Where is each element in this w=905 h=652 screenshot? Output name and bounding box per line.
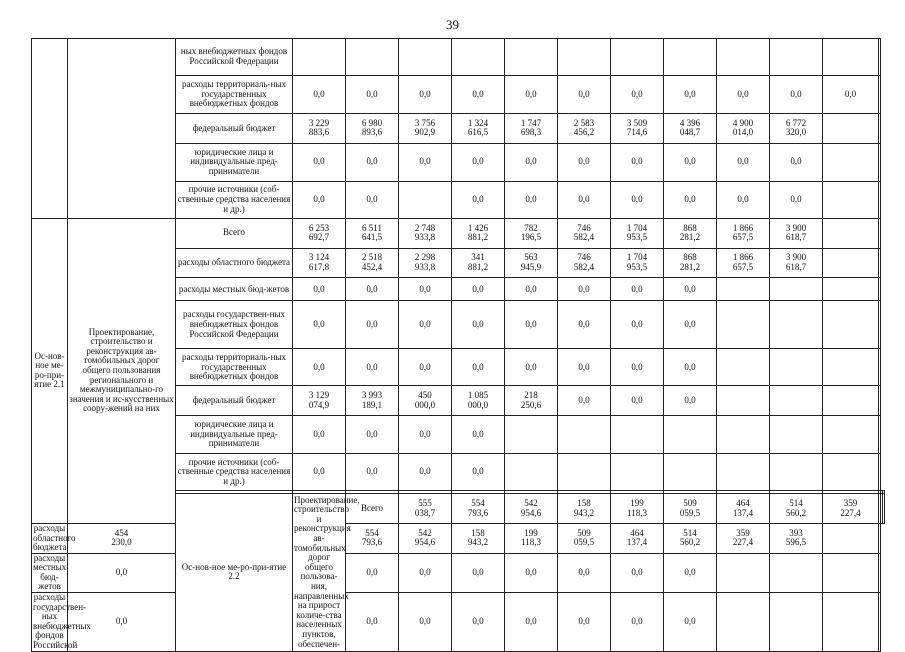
value-cell xyxy=(770,553,823,592)
value-cell: 0,0 xyxy=(452,301,505,349)
value-cell: 0,0 xyxy=(770,143,823,181)
value-cell: 1 866 657,5 xyxy=(717,248,770,278)
empty-cell xyxy=(823,386,879,416)
value-cell xyxy=(505,416,558,454)
value-cell: 464 137,4 xyxy=(717,494,770,524)
funding-source-cell: ных внебюджетных фондов Российской Федерации xyxy=(176,39,293,76)
value-cell: 158 943,2 xyxy=(558,494,611,524)
value-cell xyxy=(879,454,881,491)
value-cell: 3 993 189,1 xyxy=(346,386,399,416)
empty-cell xyxy=(823,114,879,144)
value-cell: 0,0 xyxy=(346,143,399,181)
value-cell xyxy=(293,39,346,76)
value-cell: 0,0 xyxy=(611,76,664,114)
value-cell: 0,0 xyxy=(452,143,505,181)
value-cell: 0,0 xyxy=(399,416,452,454)
value-cell xyxy=(346,39,399,76)
group-label-cell xyxy=(32,39,68,219)
value-cell: 0,0 xyxy=(717,181,770,218)
value-cell xyxy=(770,39,823,76)
empty-cell xyxy=(823,553,879,592)
value-cell: 868 281,2 xyxy=(664,248,717,278)
value-cell: 542 954,6 xyxy=(505,494,558,524)
funding-source-cell: расходы областного бюджета xyxy=(176,248,293,278)
value-cell xyxy=(879,523,881,553)
value-cell: 0,0 xyxy=(293,454,346,491)
value-cell: 0,0 xyxy=(505,301,558,349)
table-row xyxy=(32,218,885,248)
value-cell xyxy=(399,39,452,76)
description-cell: Проектирование, строительство и реконструкция ав-томобильных дорог общего пользова-ния, направленных на прирост количе-ства населенных пунктов, обеспечен- xyxy=(293,494,346,652)
value-cell: 3 756 902,9 xyxy=(399,114,452,144)
empty-cell xyxy=(823,349,879,386)
description-cell: Проектирование, строительство и реконструкция ав-томобильных дорог общего пользования регионального и межмуниципально-го значения и ис-кусственных соору-жений на них xyxy=(68,218,176,523)
value-cell xyxy=(558,454,611,491)
value-cell xyxy=(770,416,823,454)
value-cell: 0,0 xyxy=(558,593,611,652)
value-cell: 0,0 xyxy=(558,278,611,301)
funding-source-cell: юридические лица и индивидуальные пред-приниматели xyxy=(176,416,293,454)
table-row xyxy=(32,593,885,652)
value-cell xyxy=(770,278,823,301)
value-cell: 0,0 xyxy=(505,593,558,652)
value-cell xyxy=(770,454,823,491)
value-cell xyxy=(664,416,717,454)
value-cell: 509 059,5 xyxy=(558,523,611,553)
funding-table xyxy=(31,38,885,652)
value-cell xyxy=(879,301,881,349)
value-cell: 0,0 xyxy=(611,386,664,416)
funding-source-cell: расходы областного бюджета xyxy=(33,522,76,553)
group-label-cell: Ос-нов-ное ме-ро-при-ятие 2.1 xyxy=(32,218,68,523)
value-cell: 199 118,3 xyxy=(611,494,664,524)
value-cell: 359 227,4 xyxy=(717,523,770,553)
value-cell: 0,0 xyxy=(558,301,611,349)
value-cell: 0,0 xyxy=(611,553,664,592)
value-cell xyxy=(717,553,770,592)
value-cell: 0,0 xyxy=(293,76,346,114)
value-cell xyxy=(879,553,881,592)
value-cell xyxy=(611,416,664,454)
value-cell xyxy=(452,39,505,76)
funding-source-cell: расходы государствен-ных внебюджетных фондов Российской xyxy=(33,592,91,651)
value-cell: 4 396 048,7 xyxy=(664,114,717,144)
value-cell: 0,0 xyxy=(558,553,611,592)
value-cell: 0,0 xyxy=(770,76,823,114)
value-cell xyxy=(770,301,823,349)
value-cell: 3 129 074,9 xyxy=(293,386,346,416)
empty-cell xyxy=(823,523,879,553)
value-cell: 0,0 xyxy=(346,76,399,114)
value-cell: 0,0 xyxy=(346,181,399,218)
value-cell: 0,0 xyxy=(505,143,558,181)
value-cell: 0,0 xyxy=(346,553,399,592)
value-cell: 0,0 xyxy=(664,349,717,386)
funding-source-cell: расходы территориаль-ных государственных внебюджетных фондов xyxy=(176,349,293,386)
value-cell: 0,0 xyxy=(452,349,505,386)
value-cell: 1 426 881,2 xyxy=(452,218,505,248)
value-cell: 0,0 xyxy=(293,278,346,301)
value-cell: 0,0 xyxy=(452,181,505,218)
value-cell: 6 772 320,0 xyxy=(770,114,823,144)
value-cell: 0,0 xyxy=(293,301,346,349)
value-cell: 0,0 xyxy=(399,143,452,181)
value-cell xyxy=(611,454,664,491)
value-cell xyxy=(883,494,885,524)
value-cell: 3 124 617,8 xyxy=(293,248,346,278)
value-cell xyxy=(717,278,770,301)
value-cell: 0,0 xyxy=(664,553,717,592)
value-cell: 563 945,9 xyxy=(505,248,558,278)
value-cell xyxy=(879,114,881,144)
value-cell: 0,0 xyxy=(611,278,664,301)
value-cell: 0,0 xyxy=(558,386,611,416)
value-cell: 0,0 xyxy=(346,416,399,454)
funding-source-cell: юридические лица и индивидуальные пред-приниматели xyxy=(176,143,293,181)
value-cell: 0,0 xyxy=(664,278,717,301)
value-cell: 3 229 883,6 xyxy=(293,114,346,144)
value-cell: 0,0 xyxy=(452,416,505,454)
value-cell xyxy=(717,416,770,454)
value-cell: 509 059,5 xyxy=(664,494,717,524)
value-cell xyxy=(664,39,717,76)
value-cell: 0,0 xyxy=(293,143,346,181)
value-cell: 0,0 xyxy=(452,454,505,491)
value-cell: 0,0 xyxy=(611,349,664,386)
value-cell xyxy=(879,349,881,386)
value-cell: 0,0 xyxy=(664,301,717,349)
value-cell: 1 704 953,5 xyxy=(611,218,664,248)
value-cell: 0,0 xyxy=(505,278,558,301)
value-cell: 464 137,4 xyxy=(611,523,664,553)
table-row xyxy=(32,39,885,76)
value-cell: 359 227,4 xyxy=(823,494,879,524)
funding-source-cell: федеральный бюджет xyxy=(176,386,293,416)
value-cell: 3 900 618,7 xyxy=(770,248,823,278)
value-cell: 0,0 xyxy=(664,76,717,114)
value-cell xyxy=(717,454,770,491)
value-cell: 1 747 698,3 xyxy=(505,114,558,144)
value-cell: 0,0 xyxy=(558,143,611,181)
value-cell: 542 954,6 xyxy=(399,523,452,553)
value-cell: 2 518 452,4 xyxy=(346,248,399,278)
value-cell: 0,0 xyxy=(399,301,452,349)
value-cell: 4 900 014,0 xyxy=(717,114,770,144)
value-cell: 2 583 456,2 xyxy=(558,114,611,144)
value-cell: 554 793,6 xyxy=(452,494,505,524)
value-cell: 0,0 xyxy=(293,349,346,386)
value-cell: 0,0 xyxy=(558,181,611,218)
value-cell: 554 793,6 xyxy=(346,523,399,553)
value-cell: 0,0 xyxy=(664,143,717,181)
value-cell: 0,0 xyxy=(68,593,176,652)
value-cell xyxy=(717,349,770,386)
empty-cell xyxy=(823,218,879,248)
value-cell: 341 881,2 xyxy=(452,248,505,278)
value-cell: 158 943,2 xyxy=(452,523,505,553)
value-cell: 0,0 xyxy=(346,278,399,301)
value-cell xyxy=(879,278,881,301)
empty-cell xyxy=(823,454,879,491)
value-cell xyxy=(558,416,611,454)
value-cell: 0,0 xyxy=(558,349,611,386)
value-cell: 0,0 xyxy=(452,553,505,592)
page-number: 39 xyxy=(446,17,459,32)
value-cell: 0,0 xyxy=(664,181,717,218)
value-cell: 218 250,6 xyxy=(505,386,558,416)
value-cell: 0,0 xyxy=(452,76,505,114)
value-cell: 2 298 933,8 xyxy=(399,248,452,278)
value-cell: 0,0 xyxy=(452,278,505,301)
empty-cell xyxy=(823,248,879,278)
value-cell: 0,0 xyxy=(293,416,346,454)
table-row xyxy=(32,553,885,592)
value-cell: 0,0 xyxy=(611,301,664,349)
value-cell: 454 230,0 xyxy=(68,523,176,553)
value-cell: 199 118,3 xyxy=(505,523,558,553)
value-cell: 0,0 xyxy=(505,76,558,114)
group-label-cell: Ос-нов-ное ме-ро-при-ятие 2.2 xyxy=(176,494,293,652)
value-cell xyxy=(717,301,770,349)
value-cell: 0,0 xyxy=(823,76,879,114)
value-cell: 0,0 xyxy=(399,349,452,386)
value-cell xyxy=(879,248,881,278)
value-cell xyxy=(879,143,881,181)
value-cell: 1 324 616,5 xyxy=(452,114,505,144)
value-cell: 746 582,4 xyxy=(558,248,611,278)
value-cell: 1 085 000,0 xyxy=(452,386,505,416)
value-cell xyxy=(879,39,881,76)
value-cell: 514 560,2 xyxy=(664,523,717,553)
value-cell xyxy=(717,39,770,76)
value-cell xyxy=(879,593,881,652)
value-cell: 0,0 xyxy=(611,593,664,652)
value-cell xyxy=(770,349,823,386)
value-cell: 0,0 xyxy=(664,593,717,652)
funding-source-cell: Всего xyxy=(176,218,293,248)
value-cell: 514 560,2 xyxy=(770,494,823,524)
value-cell: 0,0 xyxy=(452,593,505,652)
value-cell: 6 980 893,6 xyxy=(346,114,399,144)
value-cell: 782 196,5 xyxy=(505,218,558,248)
value-cell: 6 511 641,5 xyxy=(346,218,399,248)
value-cell: 2 748 933,8 xyxy=(399,218,452,248)
value-cell: 0,0 xyxy=(346,301,399,349)
value-cell xyxy=(611,39,664,76)
value-cell: 0,0 xyxy=(664,386,717,416)
value-cell: 0,0 xyxy=(611,143,664,181)
value-cell xyxy=(505,39,558,76)
value-cell xyxy=(879,181,881,218)
value-cell: 6 253 692,7 xyxy=(293,218,346,248)
value-cell: 0,0 xyxy=(558,76,611,114)
value-cell xyxy=(770,386,823,416)
empty-cell xyxy=(823,143,879,181)
value-cell xyxy=(879,218,881,248)
value-cell: 0,0 xyxy=(505,181,558,218)
value-cell: 0,0 xyxy=(399,278,452,301)
value-cell: 555 038,7 xyxy=(399,494,452,524)
funding-source-cell: расходы местных бюд-жетов xyxy=(176,278,293,301)
table-row xyxy=(32,523,885,553)
funding-source-cell: расходы государствен-ных внебюджетных фондов Российской Федерации xyxy=(176,301,293,349)
value-cell: 3 509 714,6 xyxy=(611,114,664,144)
value-cell xyxy=(558,39,611,76)
value-cell: 450 000,0 xyxy=(399,386,452,416)
value-cell: 0,0 xyxy=(717,76,770,114)
value-cell xyxy=(823,39,879,76)
value-cell: 0,0 xyxy=(346,454,399,491)
value-cell: 0,0 xyxy=(611,181,664,218)
empty-cell xyxy=(823,301,879,349)
value-cell: 0,0 xyxy=(68,553,176,592)
funding-source-cell: расходы территориаль-ных государственных внебюджетных фондов xyxy=(176,76,293,114)
value-cell xyxy=(879,76,881,114)
value-cell: 868 281,2 xyxy=(664,218,717,248)
value-cell: 0,0 xyxy=(770,181,823,218)
value-cell: 1 704 953,5 xyxy=(611,248,664,278)
empty-cell xyxy=(823,278,879,301)
value-cell xyxy=(399,181,452,218)
value-cell: 3 900 618,7 xyxy=(770,218,823,248)
value-cell: 0,0 xyxy=(505,553,558,592)
empty-cell xyxy=(823,416,879,454)
funding-source-cell: федеральный бюджет xyxy=(176,114,293,144)
value-cell: 0,0 xyxy=(399,593,452,652)
value-cell: 393 596,5 xyxy=(770,523,823,553)
value-cell xyxy=(879,416,881,454)
value-cell xyxy=(505,454,558,491)
funding-source-cell: расходы местных бюд-жетов xyxy=(33,552,67,592)
value-cell: 0,0 xyxy=(505,349,558,386)
value-cell: 0,0 xyxy=(717,143,770,181)
value-cell xyxy=(879,386,881,416)
value-cell xyxy=(770,593,823,652)
value-cell: 746 582,4 xyxy=(558,218,611,248)
value-cell: 0,0 xyxy=(346,349,399,386)
description-cell xyxy=(68,39,176,219)
value-cell xyxy=(664,454,717,491)
funding-source-cell: прочие источники (соб-ственные средства населения и др.) xyxy=(176,181,293,218)
funding-source-cell: прочие источники (соб-ственные средства населения и др.) xyxy=(176,454,293,491)
value-cell: 0,0 xyxy=(293,181,346,218)
funding-source-cell: Всего xyxy=(346,494,399,524)
value-cell xyxy=(717,593,770,652)
value-cell: 0,0 xyxy=(399,553,452,592)
empty-cell xyxy=(823,181,879,218)
value-cell: 0,0 xyxy=(399,454,452,491)
value-cell: 0,0 xyxy=(346,593,399,652)
value-cell: 1 866 657,5 xyxy=(717,218,770,248)
value-cell xyxy=(717,386,770,416)
empty-cell xyxy=(823,593,879,652)
value-cell: 0,0 xyxy=(399,76,452,114)
